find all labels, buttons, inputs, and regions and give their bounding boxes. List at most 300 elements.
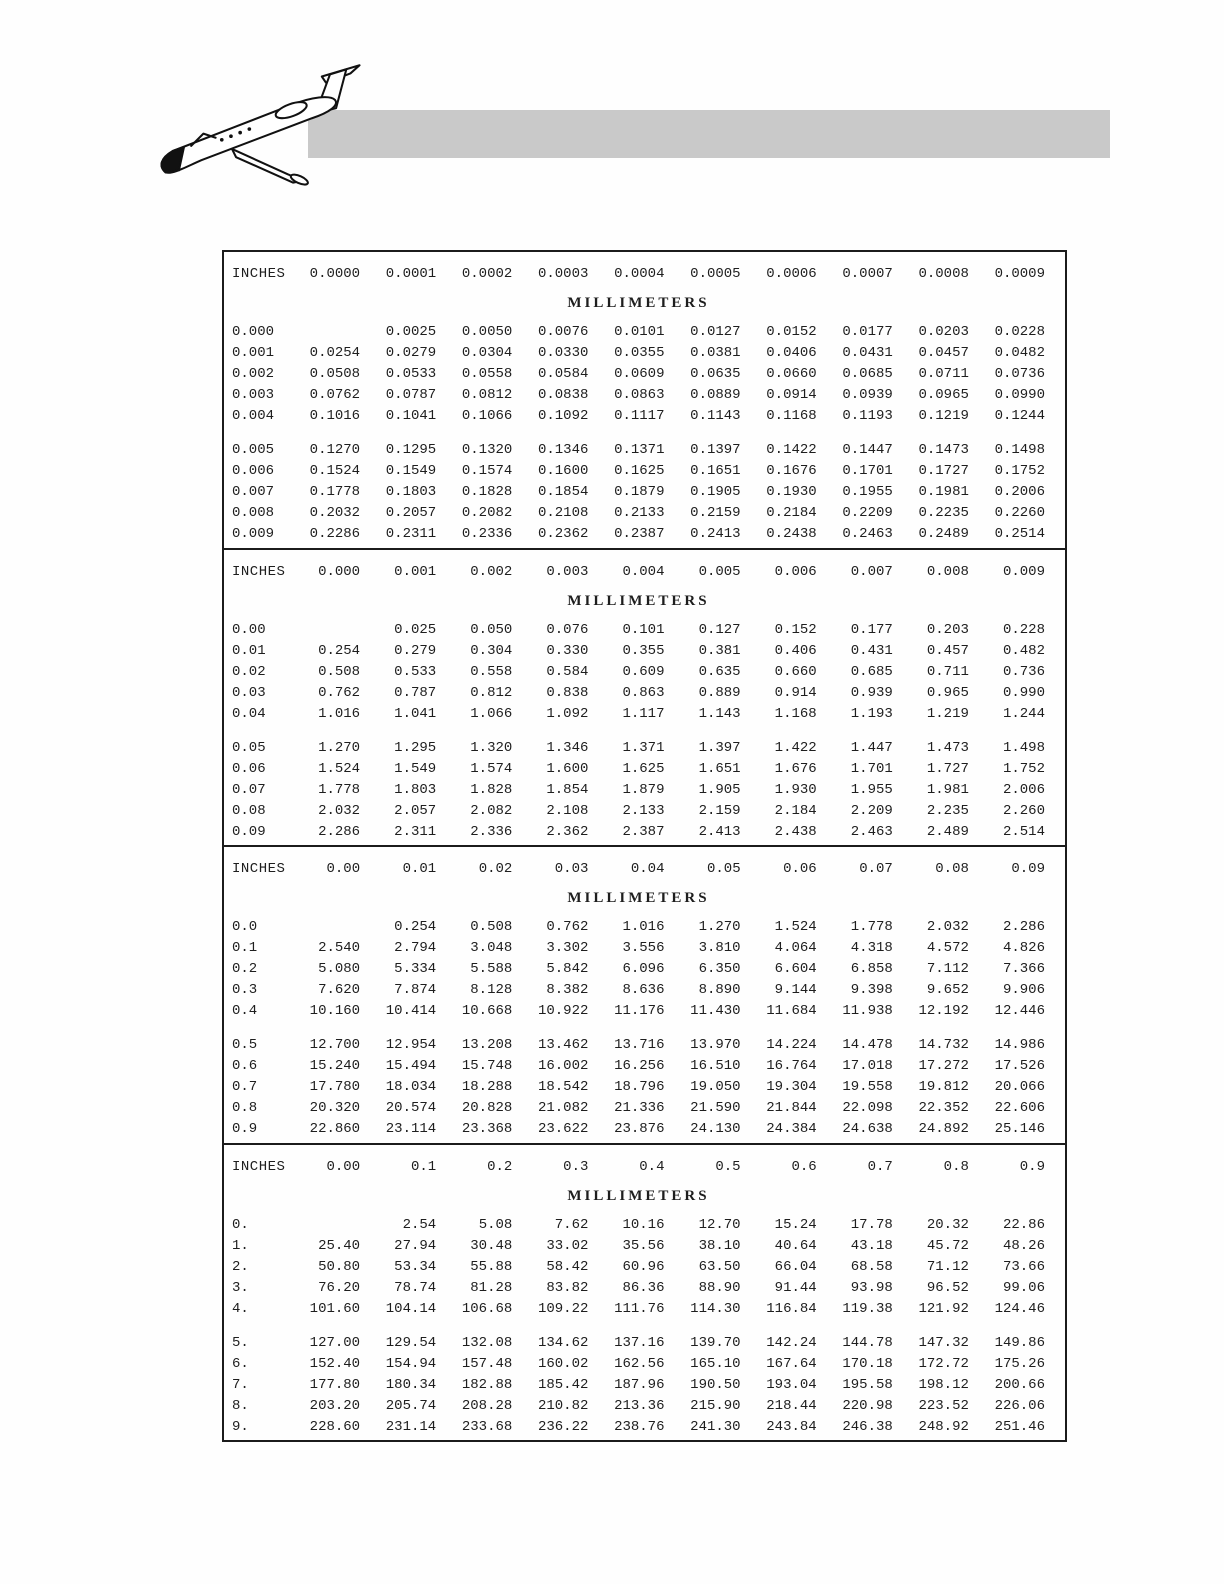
value-cell: 0.0127 [690,324,741,340]
value-cell: 180.34 [385,1376,437,1393]
value-cell: 2.794 [394,940,437,956]
value-cell: 0.381 [698,642,741,659]
value-cell: 1.041 [394,705,437,722]
value-cell: 198.12 [918,1376,969,1393]
value-cell: 0.1803 [385,484,437,500]
value-cell: 210.82 [537,1397,589,1414]
value-cell: 0.0381 [690,345,741,361]
value-cell: 99.06 [1002,1279,1045,1296]
value-cell: 1.168 [774,705,817,722]
row-label: 5. [232,1334,249,1351]
value-cell: 1.371 [622,739,665,756]
value-cell: 111.76 [614,1300,665,1317]
row-label: 0.07 [232,781,266,798]
value-cell: 2.311 [394,823,437,840]
value-cell: 20.320 [309,1100,361,1116]
value-cell: 0.1524 [309,463,361,479]
value-cell: 0.1143 [690,408,741,424]
value-cell: 195.58 [842,1376,893,1393]
value-cell: 2.082 [470,802,513,819]
value-cell: 0.431 [850,642,893,659]
value-cell: 0.1625 [614,463,665,479]
row-label: 0.05 [232,739,266,756]
table-row [232,1375,1045,1396]
value-cell: 0.1473 [918,442,969,458]
value-cell: 1.778 [850,919,893,935]
value-cell: 187.96 [614,1376,665,1393]
value-cell: 0.0152 [766,324,817,340]
table-row [232,1257,1045,1278]
table-row [232,738,1045,759]
value-cell: 1.701 [850,760,893,777]
row-label: 0.06 [232,760,266,777]
value-cell: 1.854 [546,781,589,798]
value-cell: 0.177 [850,621,893,638]
value-cell: 114.30 [690,1300,741,1317]
value-cell: 9.144 [774,982,817,998]
unit-label: INCHES [232,1158,286,1175]
column-header: 0.005 [698,563,741,580]
value-cell: 0.0482 [994,345,1045,361]
value-cell: 60.96 [622,1258,665,1275]
value-cell: 2.336 [470,823,513,840]
table-row [232,1119,1045,1140]
row-label: 0.008 [232,505,275,521]
value-cell: 0.1168 [766,408,817,424]
value-cell: 106.68 [461,1300,513,1317]
table-row [232,406,1045,427]
value-cell: 2.006 [1002,781,1045,798]
table-row [232,364,1045,385]
value-cell: 2.032 [318,802,361,819]
value-cell: 11.430 [690,1003,741,1019]
value-cell: 1.447 [850,739,893,756]
value-cell: 2.540 [318,940,361,956]
value-cell: 0.1549 [385,463,437,479]
value-cell: 50.80 [318,1258,361,1275]
value-cell: 0.2311 [385,526,437,542]
value-cell: 0.0660 [766,366,817,382]
value-cell: 1.295 [394,739,437,756]
value-cell: 2.159 [698,802,741,819]
row-label: 9. [232,1418,249,1435]
value-cell: 238.76 [614,1418,665,1435]
row-label: 0.02 [232,663,266,680]
value-cell: 0.0863 [614,387,665,403]
column-header: 0.009 [1002,563,1045,580]
value-cell: 0.508 [318,663,361,680]
value-cell: 116.84 [766,1300,817,1317]
value-cell: 0.1397 [690,442,741,458]
value-cell: 1.828 [470,781,513,798]
column-header: 0.05 [706,861,741,877]
value-cell: 10.16 [622,1216,665,1233]
value-cell: 0.0508 [309,366,361,382]
column-header: 0.002 [470,563,513,580]
value-cell: 0.2387 [614,526,665,542]
table-row [232,1098,1045,1119]
column-header: 0.0002 [461,266,513,282]
value-cell: 236.22 [537,1418,589,1435]
value-cell: 8.128 [470,982,513,998]
value-cell: 1.574 [470,760,513,777]
table-row [232,938,1045,959]
row-label: 0.0 [232,919,258,935]
value-cell: 2.209 [850,802,893,819]
value-cell: 0.0431 [842,345,893,361]
value-cell: 0.1905 [690,484,741,500]
value-cell: 0.1854 [537,484,589,500]
value-cell: 68.58 [850,1258,893,1275]
value-cell: 127.00 [309,1334,361,1351]
value-cell: 0.1600 [537,463,589,479]
value-cell: 0.2463 [842,526,893,542]
value-cell: 23.368 [461,1121,513,1137]
table-row [232,801,1045,822]
value-cell: 139.70 [690,1334,741,1351]
table-header-row [232,1154,1045,1180]
value-cell: 30.48 [470,1237,513,1254]
value-cell: 1.752 [1002,760,1045,777]
value-cell: 0.0838 [537,387,589,403]
column-header: 0.0009 [994,266,1045,282]
value-cell: 1.625 [622,760,665,777]
value-cell: 231.14 [385,1418,437,1435]
value-cell: 2.387 [622,823,665,840]
table-row [232,1333,1045,1354]
value-cell: 7.874 [394,982,437,998]
value-cell: 0.762 [546,919,589,935]
value-cell: 25.146 [994,1121,1045,1137]
value-cell: 19.050 [690,1079,741,1095]
value-cell: 0.482 [1002,642,1045,659]
table-row [232,662,1045,683]
column-header: 0.07 [859,861,893,877]
column-header: 0.00 [326,861,361,877]
value-cell: 0.711 [926,663,969,680]
value-cell: 10.414 [385,1003,437,1019]
value-cell: 4.064 [774,940,817,956]
row-label: 0.09 [232,823,266,840]
value-cell: 0.584 [546,663,589,680]
table-row [232,1396,1045,1417]
value-cell: 0.1828 [461,484,513,500]
row-label: 0.007 [232,484,275,500]
value-cell: 5.080 [318,961,361,977]
value-cell: 0.0939 [842,387,893,403]
table-row [232,704,1045,725]
value-cell: 2.489 [926,823,969,840]
table-row [232,461,1045,482]
value-cell: 0.1498 [994,442,1045,458]
unit-label: INCHES [232,861,286,877]
value-cell: 13.716 [614,1037,665,1053]
value-cell: 0.660 [774,663,817,680]
value-cell: 21.844 [766,1100,817,1116]
value-cell: 16.510 [690,1058,741,1074]
value-cell: 121.92 [918,1300,969,1317]
table-row [232,1077,1045,1098]
value-cell: 45.72 [926,1237,969,1254]
value-cell: 14.986 [994,1037,1045,1053]
value-cell: 0.0711 [918,366,969,382]
value-cell: 88.90 [698,1279,741,1296]
value-cell: 0.457 [926,642,969,659]
column-header: 0.7 [867,1158,893,1175]
value-cell: 13.208 [461,1037,513,1053]
value-cell: 8.636 [622,982,665,998]
row-group-gap [232,1320,1045,1333]
table-row [232,1236,1045,1257]
value-cell: 177.80 [309,1376,361,1393]
value-cell: 23.622 [537,1121,589,1137]
value-cell: 40.64 [774,1237,817,1254]
value-cell: 4.572 [926,940,969,956]
value-cell: 1.219 [926,705,969,722]
value-cell: 134.62 [537,1334,589,1351]
value-cell: 93.98 [850,1279,893,1296]
value-cell: 0.838 [546,684,589,701]
value-cell: 1.320 [470,739,513,756]
column-header: 0.3 [563,1158,589,1175]
value-cell: 0.0228 [994,324,1045,340]
value-cell: 3.556 [622,940,665,956]
value-cell: 223.52 [918,1397,969,1414]
value-cell: 0.0558 [461,366,513,382]
value-cell: 6.350 [698,961,741,977]
value-cell: 9.398 [850,982,893,998]
value-cell: 0.1092 [537,408,589,424]
value-cell: 9.906 [1002,982,1045,998]
value-cell: 1.930 [774,781,817,798]
value-cell: 0.254 [394,919,437,935]
value-cell: 165.10 [690,1355,741,1372]
value-cell: 200.66 [994,1376,1045,1393]
table-row [232,1215,1045,1236]
value-cell: 0.0533 [385,366,437,382]
row-label: 4. [232,1300,249,1317]
row-label: 0.002 [232,366,275,382]
table-row [232,780,1045,801]
column-header: 0.8 [943,1158,969,1175]
value-cell: 185.42 [537,1376,589,1393]
column-header: 0.008 [926,563,969,580]
row-label: 0.003 [232,387,275,403]
row-label: 0.005 [232,442,275,458]
value-cell: 0.0635 [690,366,741,382]
column-header: 0.08 [935,861,969,877]
row-label: 0.000 [232,324,275,340]
value-cell: 2.438 [774,823,817,840]
value-cell: 8.382 [546,982,589,998]
value-cell: 0.787 [394,684,437,701]
value-cell: 0.076 [546,621,589,638]
column-header: 0.06 [783,861,817,877]
value-cell: 71.12 [926,1258,969,1275]
row-label: 0.03 [232,684,266,701]
table-header-row [232,559,1045,585]
value-cell: 86.36 [622,1279,665,1296]
unit-label: INCHES [232,563,286,580]
table-row [232,641,1045,662]
value-cell: 16.764 [766,1058,817,1074]
value-cell: 0.1879 [614,484,665,500]
value-cell: 157.48 [461,1355,513,1372]
airplane-icon [150,52,365,200]
value-cell: 172.72 [918,1355,969,1372]
value-cell: 0.0965 [918,387,969,403]
value-cell: 0.1422 [766,442,817,458]
value-cell: 154.94 [385,1355,437,1372]
value-cell: 0.1778 [309,484,361,500]
value-cell: 167.64 [766,1355,817,1372]
value-cell: 0.0584 [537,366,589,382]
value-cell: 1.955 [850,781,893,798]
column-header: 0.04 [630,861,665,877]
value-cell: 33.02 [546,1237,589,1254]
value-cell: 0.1270 [309,442,361,458]
value-cell: 12.192 [918,1003,969,1019]
value-cell: 1.727 [926,760,969,777]
value-cell: 16.256 [614,1058,665,1074]
value-cell: 13.462 [537,1037,589,1053]
value-cell: 0.1371 [614,442,665,458]
column-header: 0.006 [774,563,817,580]
millimeters-label: MILLIMETERS [567,295,710,311]
row-label: 0.7 [232,1079,258,1095]
value-cell: 208.28 [461,1397,513,1414]
value-cell: 0.558 [470,663,513,680]
value-cell: 18.034 [385,1079,437,1095]
table-row [232,440,1045,461]
value-cell: 1.422 [774,739,817,756]
value-cell: 21.336 [614,1100,665,1116]
value-cell: 14.224 [766,1037,817,1053]
value-cell: 17.780 [309,1079,361,1095]
value-cell: 203.20 [309,1397,361,1414]
value-cell: 0.609 [622,663,665,680]
value-cell: 24.130 [690,1121,741,1137]
value-cell: 241.30 [690,1418,741,1435]
value-cell: 24.384 [766,1121,817,1137]
value-cell: 213.36 [614,1397,665,1414]
table-row [232,1417,1045,1438]
value-cell: 2.286 [318,823,361,840]
value-cell: 3.810 [698,940,741,956]
value-cell: 0.0762 [309,387,361,403]
value-cell: 144.78 [842,1334,893,1351]
value-cell: 43.18 [850,1237,893,1254]
value-cell: 226.06 [994,1397,1045,1414]
value-cell: 2.260 [1002,802,1045,819]
column-header: 0.0004 [614,266,665,282]
value-cell: 101.60 [309,1300,361,1317]
value-cell: 2.032 [926,919,969,935]
table-row [232,482,1045,503]
value-cell: 6.096 [622,961,665,977]
value-cell: 0.1193 [842,408,893,424]
value-cell: 170.18 [842,1355,893,1372]
value-cell: 0.2514 [994,526,1045,542]
value-cell: 137.16 [614,1334,665,1351]
value-cell: 17.526 [994,1058,1045,1074]
value-cell: 91.44 [774,1279,817,1296]
column-header: 0.09 [1011,861,1045,877]
value-cell: 19.812 [918,1079,969,1095]
value-cell: 142.24 [766,1334,817,1351]
value-cell: 193.04 [766,1376,817,1393]
row-label: 0.04 [232,705,266,722]
value-cell: 38.10 [698,1237,741,1254]
value-cell: 1.651 [698,760,741,777]
value-cell: 22.606 [994,1100,1045,1116]
value-cell: 48.26 [1002,1237,1045,1254]
table-row [232,683,1045,704]
row-label: 0.6 [232,1058,258,1074]
value-cell: 0.304 [470,642,513,659]
value-cell: 21.590 [690,1100,741,1116]
value-cell: 3.302 [546,940,589,956]
value-cell: 35.56 [622,1237,665,1254]
value-cell: 0.1447 [842,442,893,458]
value-cell: 17.018 [842,1058,893,1074]
value-cell: 0.990 [1002,684,1045,701]
row-label: 0.1 [232,940,258,956]
value-cell: 11.684 [766,1003,817,1019]
value-cell: 149.86 [994,1334,1045,1351]
value-cell: 83.82 [546,1279,589,1296]
value-cell: 2.184 [774,802,817,819]
value-cell: 16.002 [537,1058,589,1074]
value-cell: 1.473 [926,739,969,756]
value-cell: 2.514 [1002,823,1045,840]
value-cell: 15.24 [774,1216,817,1233]
value-cell: 12.700 [309,1037,361,1053]
value-cell: 2.463 [850,823,893,840]
value-cell: 0.1244 [994,408,1045,424]
value-cell: 1.778 [318,781,361,798]
value-cell: 215.90 [690,1397,741,1414]
column-header: 0.2 [487,1158,513,1175]
value-cell: 0.2489 [918,526,969,542]
value-cell: 1.879 [622,781,665,798]
value-cell: 0.533 [394,663,437,680]
value-cell: 19.558 [842,1079,893,1095]
value-cell: 132.08 [461,1334,513,1351]
value-cell: 0.0279 [385,345,437,361]
value-cell: 0.1320 [461,442,513,458]
value-cell: 0.508 [470,919,513,935]
value-cell: 22.098 [842,1100,893,1116]
value-cell: 18.288 [461,1079,513,1095]
value-cell: 246.38 [842,1418,893,1435]
table-row [232,385,1045,406]
row-label: 0.4 [232,1003,258,1019]
value-cell: 20.32 [926,1216,969,1233]
value-cell: 0.1346 [537,442,589,458]
value-cell: 2.108 [546,802,589,819]
table-row [232,620,1045,641]
table-row [232,1056,1045,1077]
value-cell: 205.74 [385,1397,437,1414]
column-header: 0.001 [394,563,437,580]
value-cell: 0.889 [698,684,741,701]
value-cell: 251.46 [994,1418,1045,1435]
row-label: 0.004 [232,408,275,424]
value-cell: 0.330 [546,642,589,659]
value-cell: 12.446 [994,1003,1045,1019]
value-cell: 2.54 [402,1216,437,1233]
